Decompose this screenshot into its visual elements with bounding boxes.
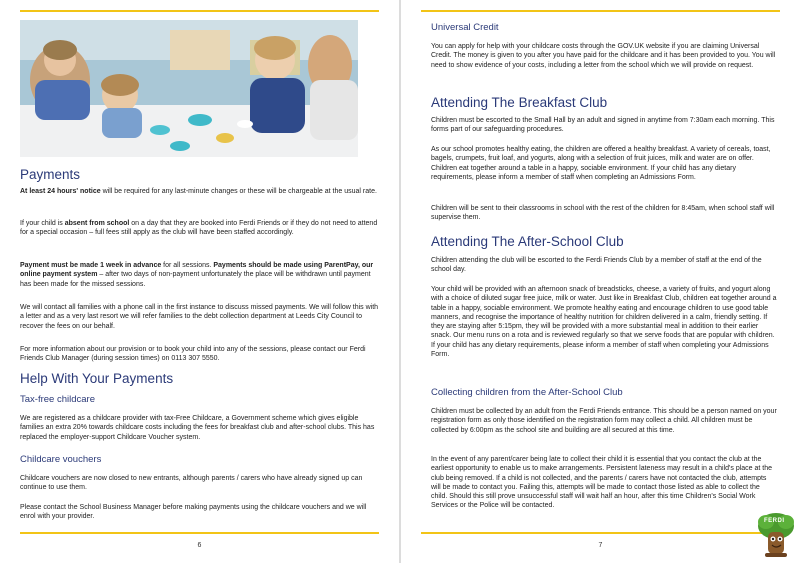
breakfast-paragraph-3: Children will be sent to their classrooms in school with the rest of the children for 8:45am, when school staff will supervise them. xyxy=(431,205,775,222)
absence-bold: absent from school xyxy=(64,220,130,227)
contact-paragraph: For more information about our provision or to book your child into any of the sessions, please contact our Ferdi Friends Club Manager (during session times) on 0113 307 5550. xyxy=(20,346,366,363)
absence-text-a: If your child is xyxy=(20,220,65,227)
payments-notice-paragraph xyxy=(20,187,379,196)
payment-advance-paragraph xyxy=(20,261,379,289)
page-number: 6 xyxy=(197,542,202,549)
breakfast-paragraph-2: As our school promotes healthy eating, the children are offered a healthy breakfast. A variety of cereals, toast, bagels, crumpets, fruit loaf, and yogurts, along with a selection of fruit juices, milk and water are on offer. Children eat together around a table in a happy, sociable environment. If your child has any dietary requirements, please inform a member of staff when completing an Admissions Form. xyxy=(431,146,771,181)
collecting-heading: Collecting children from the After-School Club xyxy=(431,387,623,398)
page-right xyxy=(401,0,800,563)
missed-payments-paragraph: We will contact all families with a phone call in the first instance to discuss missed payments. We will follow this with a letter and as a very last resort we will refer families to the debt collection department at Leeds City Council to recover the fees on our behalf. xyxy=(20,304,379,330)
advance-text-b: – after two days of non-payment unfortunately the place will be withdrawn until payment has been made for the missed sessions. xyxy=(20,271,371,288)
help-payments-heading: Help With Your Payments xyxy=(20,371,174,386)
collecting-paragraph-1: Children must be collected by an adult from the Ferdi Friends entrance. This should be a person named on your registration form as only those identified on the registration form may collect a child. All children must be collected by 6:00pm as the school site and building are all secured at this time. xyxy=(431,408,777,434)
payments-heading: Payments xyxy=(20,167,81,182)
page-number: 7 xyxy=(598,542,603,549)
mascot-label: FERDI xyxy=(764,518,785,524)
advance-text-a: for all sessions. xyxy=(161,262,214,269)
bottom-rule xyxy=(421,532,780,534)
ferdi-mascot xyxy=(756,512,796,560)
notice-text: will be required for any last-minute changes or these will be chargeable at the usual rate. xyxy=(100,188,377,195)
parentpay-bold: Payments should be made using ParentPay, our online payment system xyxy=(20,262,374,279)
vouchers-paragraph-2: Please contact the School Business Manager before making payments using the childcare vouchers and we will enrol with your provider. xyxy=(20,504,367,521)
after-school-paragraph-2: Your child will be provided with an afternoon snack of breadsticks, cheese, a variety of fruits, and yogurt along with a choice of diluted sugar free juice, milk or water. Just like in Breakfast Club, children eat together around a table in a happy, sociable environment. We promote healthy eating and encourage children to use good table manners, and recognise the importance of healthy nutrition for children delivered in a calm, friendly setting. If they are staying after 5:15pm, they will be provided with a more substantial meal in addition to their earlier snack. Our menu runs on a rota and is reviewed regularly so that we serve foods that are popular with children. If your child has any dietary requirements, please inform a member of staff when completing your Admissions Form. xyxy=(431,286,777,359)
notice-bold: At least 24 hours' notice xyxy=(20,188,101,195)
bottom-rule xyxy=(20,532,379,534)
page-left xyxy=(0,0,399,563)
after-school-heading: Attending The After-School Club xyxy=(431,234,624,249)
universal-credit-paragraph: You can apply for help with your childcare costs through the GOV.UK website if you are claiming Universal Credit. The money is given to you after you have paid for the childcare and it has been provided to you. You will need to show evidence of your costs, including a letter from the school which we will provide on request. xyxy=(431,43,776,69)
advance-bold: Payment must be made 1 week in advance xyxy=(20,262,162,269)
vouchers-heading: Childcare vouchers xyxy=(20,454,102,465)
taxfree-heading: Tax-free childcare xyxy=(20,394,95,405)
universal-credit-heading: Universal Credit xyxy=(431,22,499,33)
vouchers-paragraph-1: Childcare vouchers are now closed to new entrants, although parents / carers who have already signed up can continue to use them. xyxy=(20,475,363,492)
after-school-paragraph-1: Children attending the club will be escorted to the Ferdi Friends Club by a member of staff at the end of the school day. xyxy=(431,257,762,274)
breakfast-club-heading: Attending The Breakfast Club xyxy=(431,95,608,110)
absence-paragraph xyxy=(20,219,379,238)
breakfast-paragraph-1: Children must be escorted to the Small Hall by an adult and signed in anytime from 7:30am each morning. This forms part of our safeguarding procedures. xyxy=(431,117,775,134)
collecting-paragraph-2: In the event of any parent/carer being late to collect their child it is essential that you contact the club at the earliest opportunity to enable us to make arrangements. Persistent lateness may result in a child's place at the club being removed. If a child is not collected, and the parents / carers have not contacted the club, attempts will be made to contact you. Failing this, attempts will be made to contact those listed as able to collect the child. Should this still prove unsuccessful staff will wait half an hour, after this time Children's Social Work Services or the Police will be contacted. xyxy=(431,456,773,510)
absence-text-b: on a day that they are booked into Ferdi Friends or if they do not need to attend for a special occasion – full fees still apply as the club will have been staffed accordingly. xyxy=(20,220,378,237)
taxfree-paragraph: We are registered as a childcare provider with tax-Free Childcare, a Government scheme which gives eligible families an extra 20% towards childcare costs including the fees for breakfast club and after-school clubs. This has replaced the employer-support Childcare Voucher system. xyxy=(20,415,375,441)
